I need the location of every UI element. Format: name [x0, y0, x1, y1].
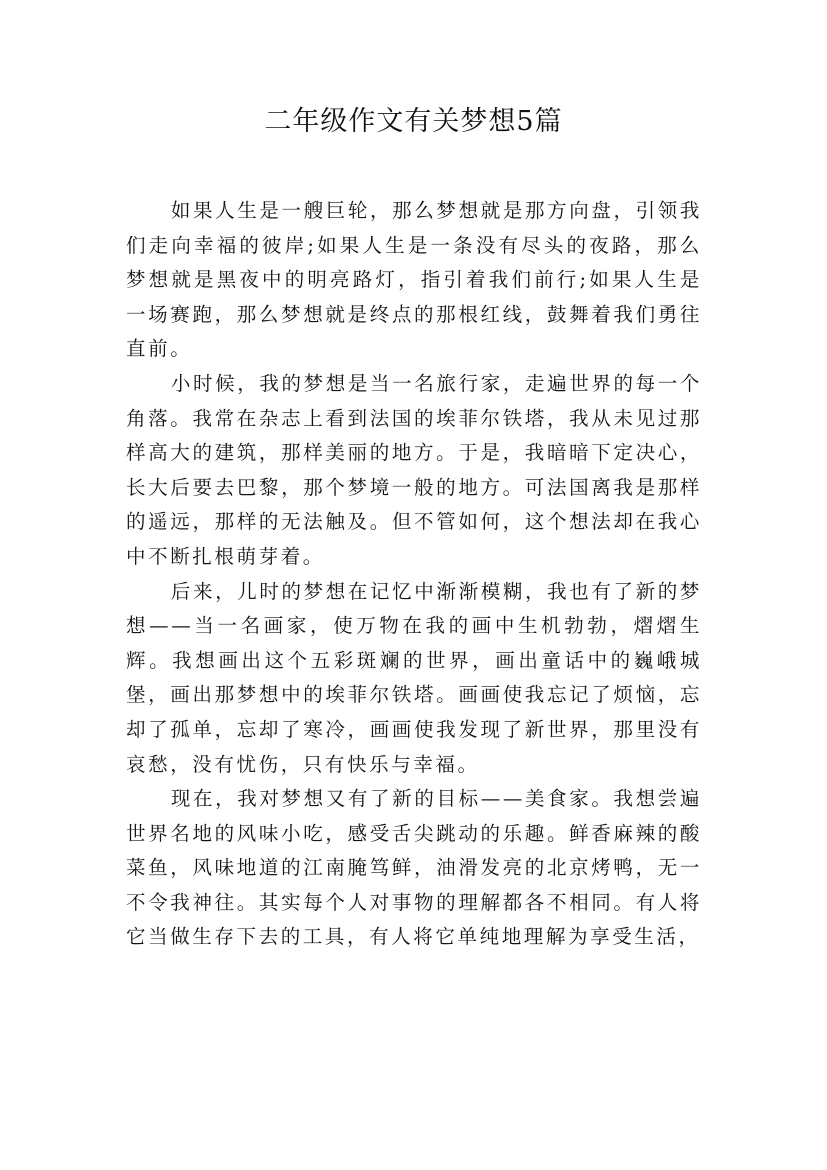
- document-body: [126, 194, 702, 955]
- paragraph-4: 现在，我对梦想又有了新的目标——美食家。我想尝遍世界名地的风味小吃，感受舌尖跳动的乐趣。鲜香麻辣的酸菜鱼，风味地道的江南腌笃鲜，油滑发亮的北京烤鸭，无一不令我神往。其实每个人对事物的理解都各不相同。有人将它当做生存下去的工具，有人将它单纯地理解为享受生活，: [126, 787, 702, 949]
- document-title: 二年级作文有关梦想5篇: [264, 106, 563, 137]
- paragraph-3: 后来，儿时的梦想在记忆中渐渐模糊，我也有了新的梦想——当一名画家，使万物在我的画中生机勃勃，熠熠生辉。我想画出这个五彩斑斓的世界，画出童话中的巍峨城堡，画出那梦想中的埃菲尔铁塔。画画使我忘记了烦恼，忘却了孤单，忘却了寒冷，画画使我发现了新世界，那里没有哀愁，没有忧伤，只有快乐与幸福。: [126, 579, 702, 776]
- paragraph-2: 小时候，我的梦想是当一名旅行家，走遍世界的每一个角落。我常在杂志上看到法国的埃菲尔铁塔，我从未见过那样高大的建筑，那样美丽的地方。于是，我暗暗下定决心，长大后要去巴黎，那个梦境一般的地方。可法国离我是那样的遥远，那样的无法触及。但不管如何，这个想法却在我心中不断扎根萌芽着。: [126, 371, 702, 568]
- paragraph-1: 如果人生是一艘巨轮，那么梦想就是那方向盘，引领我们走向幸福的彼岸;如果人生是一条没有尽头的夜路，那么梦想就是黑夜中的明亮路灯，指引着我们前行;如果人生是一场赛跑，那么梦想就是终点的那根红线，鼓舞着我们勇往直前。: [126, 199, 702, 361]
